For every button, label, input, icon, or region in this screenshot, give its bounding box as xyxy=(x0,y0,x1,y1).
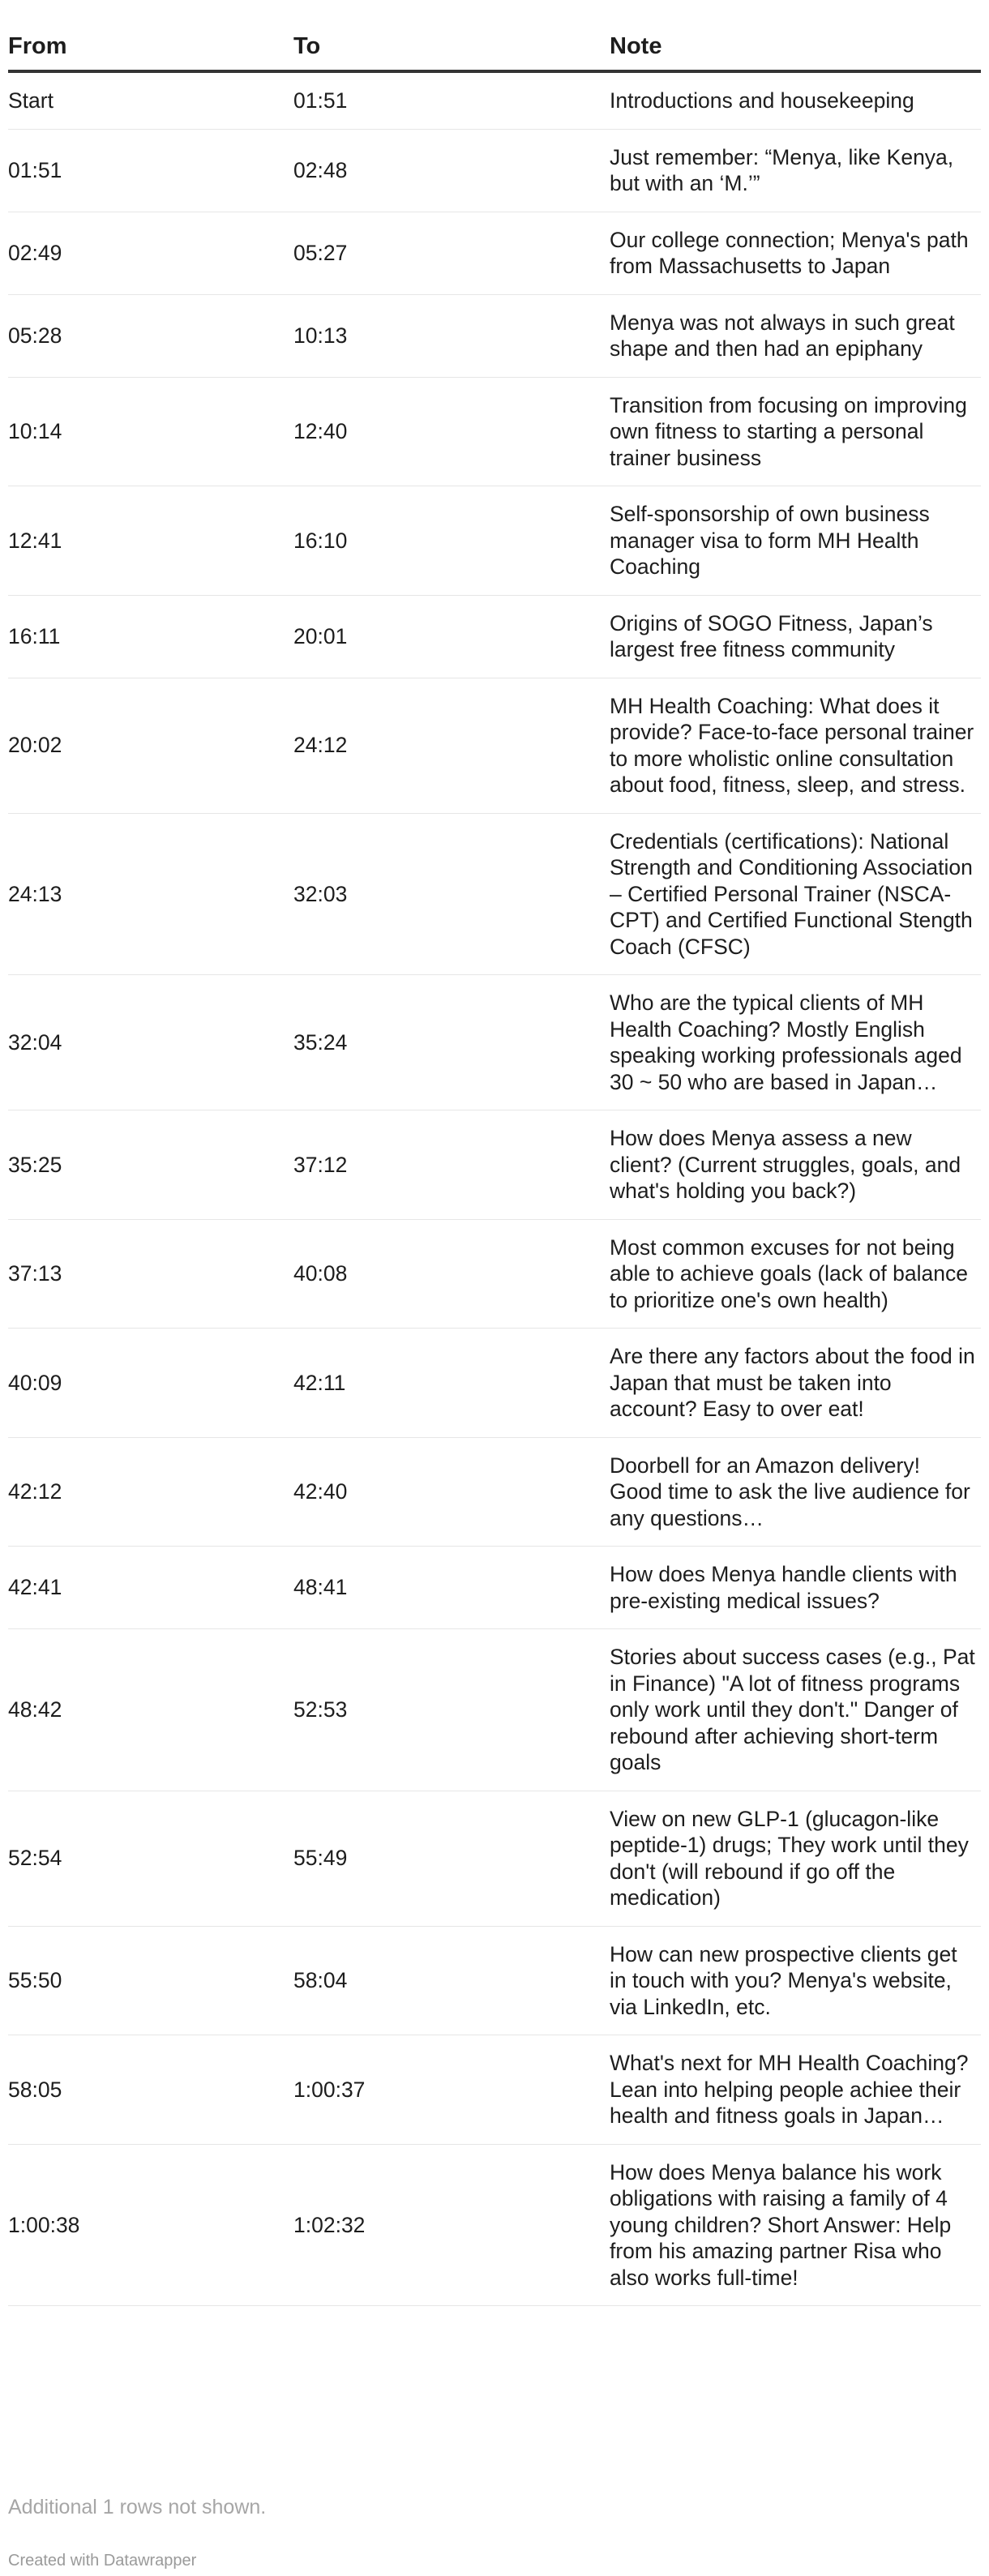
cell-from: 35:25 xyxy=(8,1110,293,1220)
table-row xyxy=(8,975,981,1110)
timestamps-table xyxy=(8,24,981,2306)
table-row xyxy=(8,1110,981,1220)
column-header-note[interactable]: Note xyxy=(610,24,981,71)
cell-note: What's next for MH Health Coaching? Lean into helping people achiee their health and fitness goals in Japan… xyxy=(610,2035,981,2145)
cell-from: 01:51 xyxy=(8,129,293,212)
cell-from: 48:42 xyxy=(8,1629,293,1791)
cell-to: 10:13 xyxy=(293,294,610,377)
cell-note: View on new GLP-1 (glucagon-like peptide-1) drugs; They work until they don't (will rebound if go off the medication) xyxy=(610,1791,981,1926)
timestamps-table-container xyxy=(8,24,981,2306)
cell-note: Most common excuses for not being able to achieve goals (lack of balance to prioritize one's own health) xyxy=(610,1219,981,1329)
cell-from: 40:09 xyxy=(8,1329,293,1438)
cell-to: 40:08 xyxy=(293,1219,610,1329)
table-row xyxy=(8,129,981,212)
cell-to: 16:10 xyxy=(293,486,610,596)
table-row xyxy=(8,377,981,486)
cell-to: 48:41 xyxy=(293,1547,610,1629)
cell-to: 1:00:37 xyxy=(293,2035,610,2145)
cell-from: 52:54 xyxy=(8,1791,293,1926)
cell-to: 01:51 xyxy=(293,71,610,129)
table-row xyxy=(8,595,981,678)
column-header-to[interactable]: To xyxy=(293,24,610,71)
cell-note: How does Menya assess a new client? (Current struggles, goals, and what's holding you back?) xyxy=(610,1110,981,1220)
cell-to: 1:02:32 xyxy=(293,2144,610,2306)
cell-note: MH Health Coaching: What does it provide? Face-to-face personal trainer to more wholistic online consultation about food, fitness, sleep, and stress. xyxy=(610,678,981,813)
cell-from: 32:04 xyxy=(8,975,293,1110)
cell-note: How does Menya handle clients with pre-existing medical issues? xyxy=(610,1547,981,1629)
cell-note: Doorbell for an Amazon delivery! Good time to ask the live audience for any questions… xyxy=(610,1437,981,1547)
table-row xyxy=(8,212,981,294)
cell-to: 24:12 xyxy=(293,678,610,813)
cell-from: 24:13 xyxy=(8,813,293,975)
cell-from: 20:02 xyxy=(8,678,293,813)
cell-to: 42:11 xyxy=(293,1329,610,1438)
cell-note: How does Menya balance his work obligations with raising a family of 4 young children? Short Answer: Help from his amazing partner Risa who also works full-time! xyxy=(610,2144,981,2306)
cell-to: 20:01 xyxy=(293,595,610,678)
cell-from: 02:49 xyxy=(8,212,293,294)
table-row xyxy=(8,813,981,975)
cell-from: 16:11 xyxy=(8,595,293,678)
table-row xyxy=(8,1629,981,1791)
cell-to: 35:24 xyxy=(293,975,610,1110)
cell-note: Just remember: “Menya, like Kenya, but with an ‘M.’” xyxy=(610,129,981,212)
cell-to: 58:04 xyxy=(293,1926,610,2035)
hidden-rows-note: Additional 1 rows not shown. xyxy=(8,2496,267,2518)
cell-from: 1:00:38 xyxy=(8,2144,293,2306)
table-row xyxy=(8,1791,981,1926)
header-row xyxy=(8,24,981,71)
cell-from: 42:41 xyxy=(8,1547,293,1629)
table-row xyxy=(8,1547,981,1629)
table-body xyxy=(8,71,981,2306)
cell-note: Our college connection; Menya's path from Massachusetts to Japan xyxy=(610,212,981,294)
table-row xyxy=(8,486,981,596)
cell-note: Menya was not always in such great shape and then had an epiphany xyxy=(610,294,981,377)
cell-note: Self-sponsorship of own business manager visa to form MH Health Coaching xyxy=(610,486,981,596)
cell-note: Stories about success cases (e.g., Pat in Finance) "A lot of fitness programs only work until they don't." Danger of rebound after achieving short-term goals xyxy=(610,1629,981,1791)
cell-note: Who are the typical clients of MH Health Coaching? Mostly English speaking working professionals aged 30 ~ 50 who are based in Japan… xyxy=(610,975,981,1110)
table-row xyxy=(8,1437,981,1547)
column-header-from[interactable]: From xyxy=(8,24,293,71)
table-header xyxy=(8,24,981,71)
cell-note: Are there any factors about the food in Japan that must be taken into account? Easy to over eat! xyxy=(610,1329,981,1438)
cell-note: How can new prospective clients get in touch with you? Menya's website, via LinkedIn, etc. xyxy=(610,1926,981,2035)
cell-to: 02:48 xyxy=(293,129,610,212)
table-row xyxy=(8,2144,981,2306)
table-row xyxy=(8,1219,981,1329)
cell-note: Introductions and housekeeping xyxy=(610,71,981,129)
cell-note: Credentials (certifications): National Strength and Conditioning Association – Certified Personal Trainer (NSCA-CPT) and Certified Functional Stength Coach (CFSC) xyxy=(610,813,981,975)
cell-from: 42:12 xyxy=(8,1437,293,1547)
cell-from: 58:05 xyxy=(8,2035,293,2145)
cell-note: Origins of SOGO Fitness, Japan’s largest free fitness community xyxy=(610,595,981,678)
cell-to: 12:40 xyxy=(293,377,610,486)
cell-note: Transition from focusing on improving own fitness to starting a personal trainer business xyxy=(610,377,981,486)
cell-from: 10:14 xyxy=(8,377,293,486)
table-row xyxy=(8,71,981,129)
table-row xyxy=(8,294,981,377)
table-row xyxy=(8,1926,981,2035)
cell-to: 32:03 xyxy=(293,813,610,975)
cell-from: 12:41 xyxy=(8,486,293,596)
cell-from: 55:50 xyxy=(8,1926,293,2035)
cell-to: 37:12 xyxy=(293,1110,610,1220)
cell-to: 52:53 xyxy=(293,1629,610,1791)
table-row xyxy=(8,1329,981,1438)
table-row xyxy=(8,2035,981,2145)
cell-from: Start xyxy=(8,71,293,129)
cell-from: 37:13 xyxy=(8,1219,293,1329)
cell-to: 42:40 xyxy=(293,1437,610,1547)
cell-to: 05:27 xyxy=(293,212,610,294)
cell-to: 55:49 xyxy=(293,1791,610,1926)
cell-from: 05:28 xyxy=(8,294,293,377)
datawrapper-credit: Created with Datawrapper xyxy=(8,2552,197,2570)
table-row xyxy=(8,678,981,813)
